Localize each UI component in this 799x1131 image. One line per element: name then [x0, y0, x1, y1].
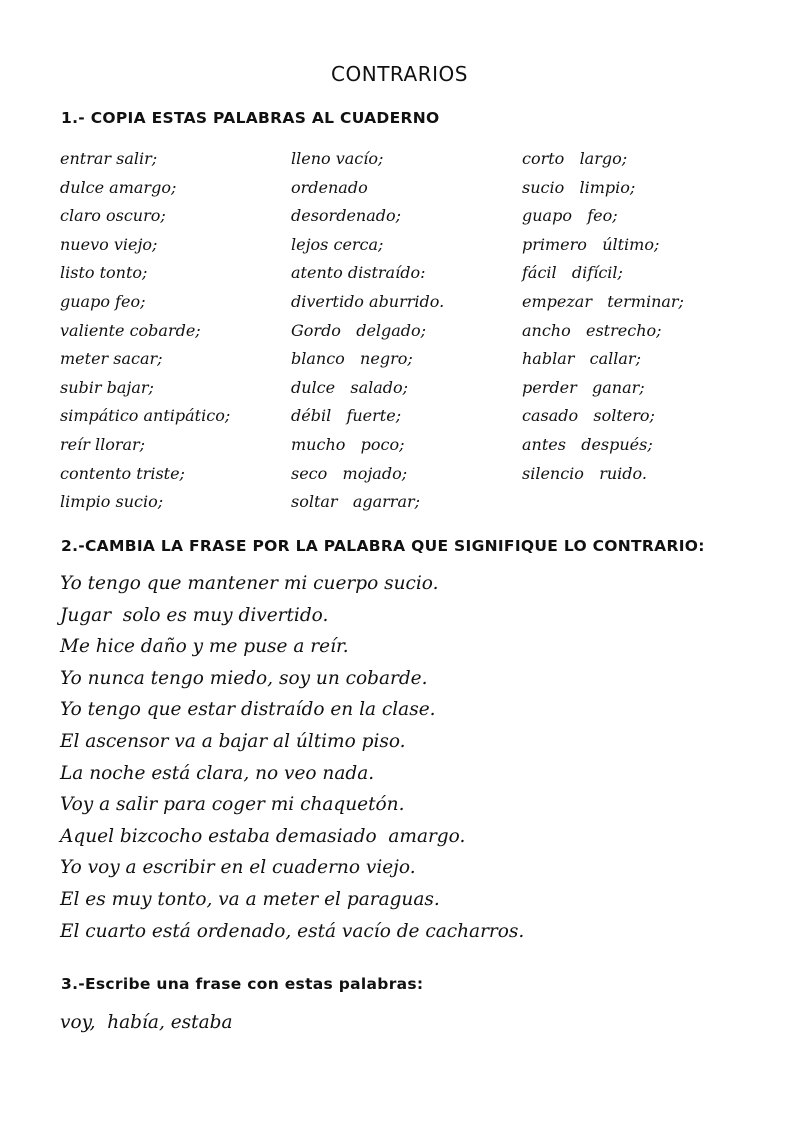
word-pair: ancho estrecho; [522, 320, 662, 340]
word-pair: guapo feo; [60, 291, 146, 311]
page-title: CONTRARIOS [331, 62, 468, 86]
word-pair: desordenado; [291, 206, 402, 226]
word-pair: seco mojado; [291, 463, 408, 483]
word-pair: valiente cobarde; [60, 320, 201, 340]
word-pair: listo tonto; [60, 263, 148, 283]
word-pair: lleno vacío; [291, 149, 384, 168]
word-pair: divertido aburrido. [291, 291, 445, 311]
sentence: Me hice daño y me puse a reír. [60, 636, 349, 658]
sentence: El cuarto está ordenado, está vacío de cacharros. [60, 920, 525, 942]
word-pair: débil fuerte; [291, 406, 402, 426]
word-pair: limpio sucio; [60, 492, 164, 512]
word-pair: blanco negro; [291, 349, 413, 369]
word-pair: primero último; [522, 234, 660, 254]
sentence: Jugar solo es muy divertido. [60, 604, 329, 626]
section-1-heading: 1.- COPIA ESTAS PALABRAS AL CUADERNO [61, 109, 440, 127]
word-pair: nuevo viejo; [60, 234, 158, 254]
word-pair: antes después; [522, 434, 653, 454]
word-column-3 [522, 145, 684, 488]
word-pair: reír llorar; [60, 434, 146, 454]
prompt-words: voy, había, estaba [60, 1012, 233, 1033]
sentence: Yo tengo que estar distraído en la clase. [60, 699, 436, 721]
word-pair: contento triste; [60, 463, 185, 483]
sentence: La noche está clara, no veo nada. [60, 762, 375, 784]
word-pair: entrar salir; [60, 149, 158, 168]
word-pair: dulce salado; [291, 377, 409, 397]
word-pair: fácil difícil; [522, 263, 623, 283]
sentence: Yo tengo que mantener mi cuerpo sucio. [60, 573, 439, 594]
word-pair: casado soltero; [522, 406, 655, 426]
word-column-2 [291, 145, 444, 517]
word-pair: corto largo; [522, 149, 628, 168]
sentence: Yo nunca tengo miedo, soy un cobarde. [60, 667, 428, 689]
word-pair: silencio ruido. [522, 463, 647, 483]
sentence-list [60, 568, 524, 947]
sentence: El es muy tonto, va a meter el paraguas. [60, 888, 440, 910]
sentence: El ascensor va a bajar al último piso. [60, 730, 406, 752]
word-pair: dulce amargo; [60, 177, 177, 197]
word-pair: sucio limpio; [522, 177, 636, 197]
word-pair: soltar agarrar; [291, 492, 421, 512]
word-pair: subir bajar; [60, 377, 154, 397]
word-pair: ordenado [291, 177, 368, 197]
sentence: Aquel bizcocho estaba demasiado amargo. [60, 825, 466, 847]
word-pair: empezar terminar; [522, 291, 684, 311]
word-pair: lejos cerca; [291, 234, 384, 254]
word-pair: perder ganar; [522, 377, 645, 397]
word-pair: guapo feo; [522, 206, 618, 226]
word-column-1 [60, 145, 230, 517]
section-3-heading: 3.-Escribe una frase con estas palabras: [61, 975, 424, 993]
word-pair: claro oscuro; [60, 206, 166, 226]
sentence: Yo voy a escribir en el cuaderno viejo. [60, 857, 416, 879]
word-pair: meter sacar; [60, 349, 163, 369]
word-pair: Gordo delgado; [291, 320, 427, 340]
word-pair: atento distraído: [291, 263, 426, 283]
sentence: Voy a salir para coger mi chaquetón. [60, 794, 405, 816]
word-pair: hablar callar; [522, 349, 641, 369]
word-pair: simpático antipático; [60, 406, 231, 426]
section-2-heading: 2.-CAMBIA LA FRASE POR LA PALABRA QUE SIGNIFIQUE LO CONTRARIO: [61, 537, 705, 555]
word-pair: mucho poco; [291, 434, 405, 454]
